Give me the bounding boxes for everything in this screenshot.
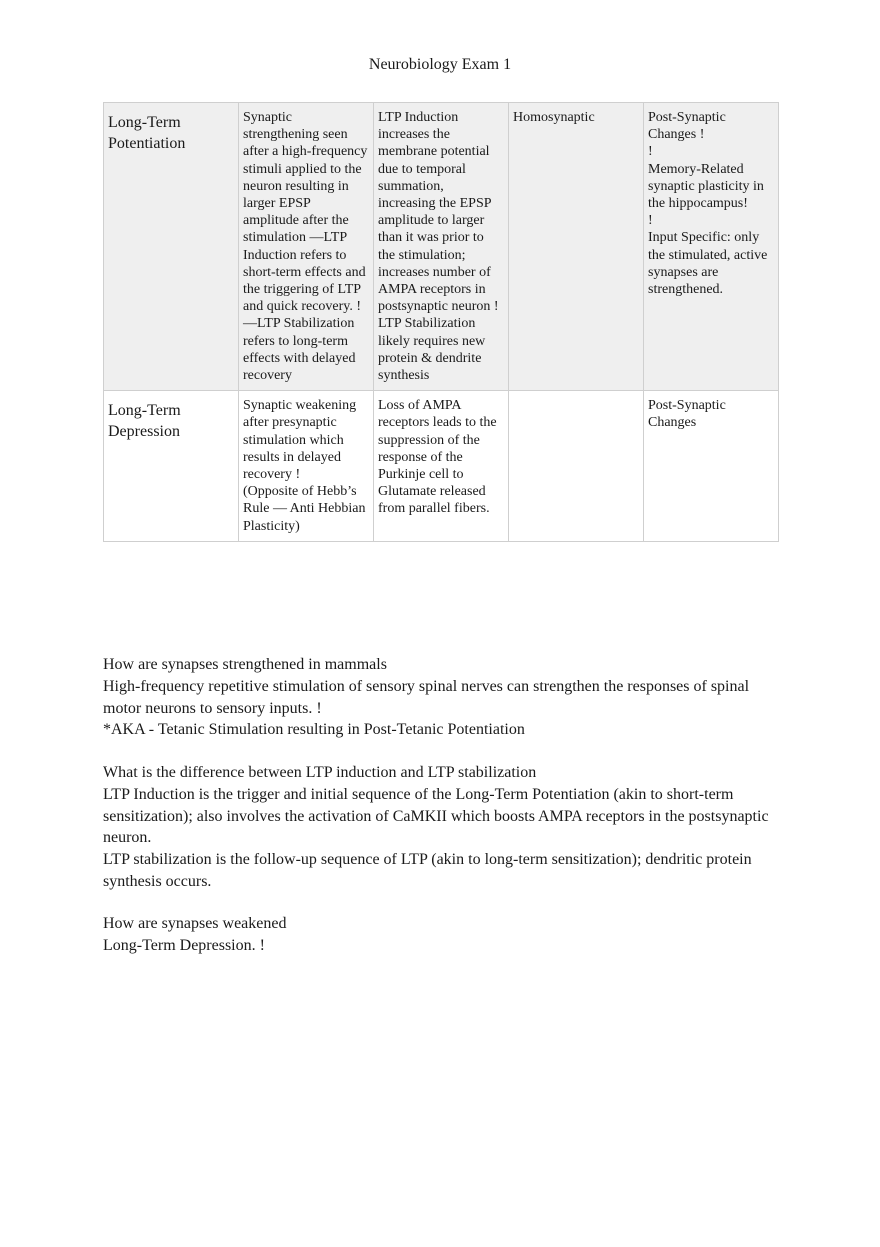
cell-text: ! (648, 144, 653, 160)
question-text: What is the difference between LTP induction and LTP stabilization (103, 764, 537, 781)
qa-block-weakening (103, 913, 783, 957)
cell-text: Synaptic weakening after presynaptic stimulation which results in delayed recovery ! (243, 398, 357, 483)
answer-text: *AKA - Tetanic Stimulation resulting in Post-Tetanic Potentiation (103, 721, 525, 739)
mechanism-cell (374, 391, 509, 542)
qa-block-ltp-difference (103, 762, 783, 893)
mechanism-cell (374, 103, 509, 391)
question-text: How are synapses weakened (103, 915, 287, 932)
cell-text: Loss of AMPA receptors leads to the suppression of the response of the Purkinje cell to Glutamate released from parallel fibers. (378, 398, 497, 517)
cell-text: (Opposite of Hebb’s Rule — Anti Hebbian Plasticity) (243, 484, 366, 534)
cell-text: Post-Synaptic Changes (648, 398, 726, 431)
cell-text: Synaptic strengthening seen after a high-frequency stimuli applied to the neuron resulting in larger EPSP amplitude after the stimulation —LTP Induction refers to short-term effects and the triggering of LTP and quick recovery. ! (243, 110, 368, 315)
comparison-table (103, 102, 779, 542)
answer-text: High-frequency repetitive stimulation of sensory spinal nerves can strengthen the responses of spinal motor neurons to sensory inputs. ! (103, 677, 750, 717)
type-cell: Homosynaptic (509, 103, 644, 391)
cell-text: ! (648, 213, 653, 229)
cell-text: —LTP Stabilization refers to long-term effects with delayed recovery (243, 316, 356, 384)
cell-text: Input Specific: only the stimulated, active synapses are strengthened. (648, 230, 768, 298)
cell-text: Memory-Related synaptic plasticity in the hippocampus! (648, 161, 764, 212)
definition-cell (239, 391, 374, 542)
answer-text: LTP Induction is the trigger and initial sequence of the Long-Term Potentiation (akin to short-term sensitization); also involves the activation of CaMKII which boosts AMPA receptors in the postsynaptic neuron. (103, 785, 769, 847)
definition-cell (239, 103, 374, 391)
notes-cell (644, 391, 779, 542)
cell-text: Post-Synaptic Changes ! (648, 110, 726, 143)
question-text: How are synapses strengthened in mammals (103, 656, 387, 673)
answer-text: Long-Term Depression. ! (103, 936, 265, 954)
notes-cell (644, 103, 779, 391)
cell-text: LTP Induction increases the membrane potential due to temporal summation, increasing the EPSP amplitude to larger than it was prior to the stimulation; increases number of AMPA receptors in postsynaptic neuron ! (378, 110, 499, 315)
table-row-ltp (104, 103, 779, 391)
type-cell (509, 391, 644, 542)
cell-text: LTP Stabilization likely requires new protein & dendrite synthesis (378, 316, 486, 384)
table-row-ltd (104, 391, 779, 542)
qa-block-strengthening (103, 654, 783, 741)
term-cell: Long-Term Potentiation (104, 103, 239, 391)
page-title: Neurobiology Exam 1 (368, 56, 512, 73)
term-cell: Long-Term Depression (104, 391, 239, 542)
answer-text: LTP stabilization is the follow-up sequence of LTP (akin to long-term sensitization); dendritic protein synthesis occurs. (103, 851, 752, 890)
